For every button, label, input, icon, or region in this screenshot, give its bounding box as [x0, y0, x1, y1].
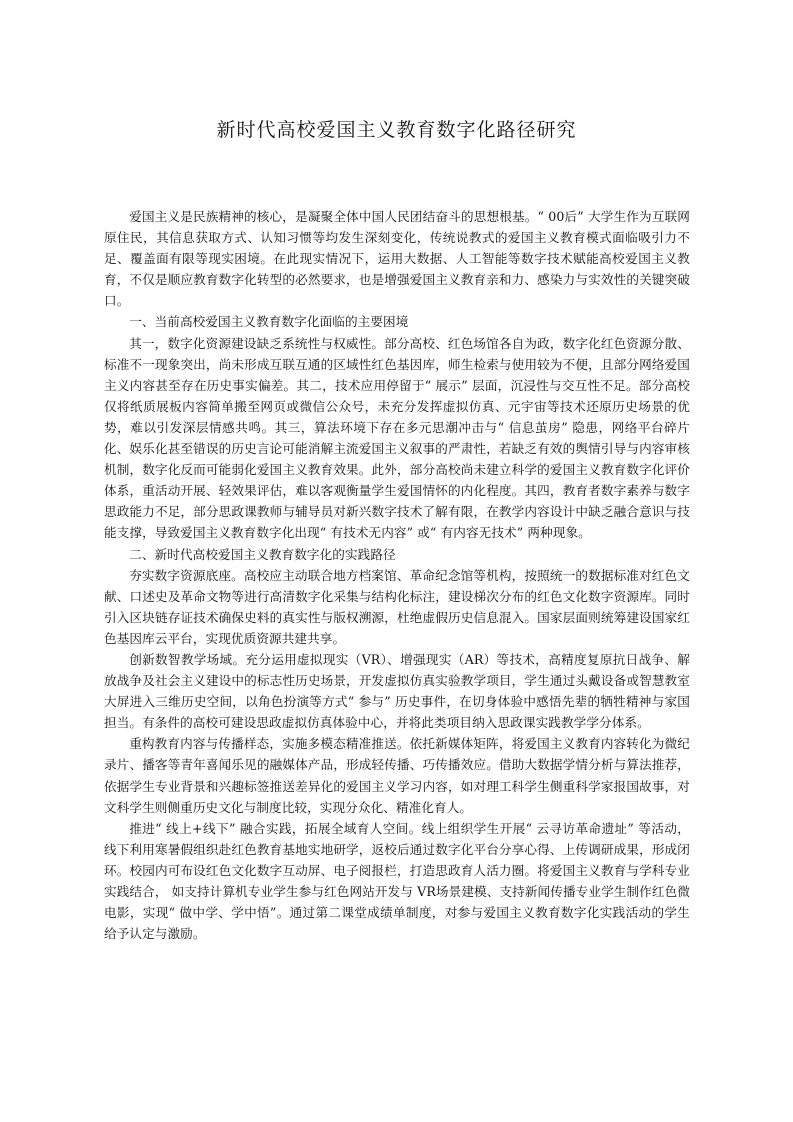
- paragraph-content-dissemination: 重构教育内容与传播样态，实施多模态精准推送。依托新媒体矩阵，将爱国主义教育内容转化为微纪录片、播客等青年喜闻乐见的融媒体产品，形成轻传播、巧传播效应。借助大数据学情分析与算法推荐，依据学生专业背景和兴趣标签推送差异化的爱国主义学习内容，如对理工科学生侧重科学家报国故事，对文科学生则侧重历史文化与制度比较，实现分众化、精准化育人。: [104, 736, 690, 815]
- section-heading-1: 一、当前高校爱国主义教育数字化面临的主要困境: [129, 314, 409, 330]
- paragraph-intro: 爱国主义是民族精神的核心，是凝聚全体中国人民团结奋斗的思想根基。“ 00后” 大学生作为互联网原住民，其信息获取方式、认知习惯等均发生深刻变化，传统说教式的爱国主义教育模式面临吸引力不足、覆盖面有限等现实困境。在此现实情况下，运用大数据、人工智能等数字技术赋能高校爱国主义教育，不仅是顺应教育数字化转型的必然要求，也是增强爱国主义教育亲和力、感染力与实效性的关键突破口。: [104, 209, 690, 309]
- document-body: [104, 206, 690, 944]
- paragraph-difficulties: 其一，数字化资源建设缺乏系统性与权威性。部分高校、红色场馆各自为政，数字化红色资源分散、标准不一现象突出，尚未形成互联互通的区域性红色基因库，师生检索与使用较为不便，且部分网络爱国主义内容甚至存在历史事实偏差。其二，技术应用停留于“ 展示” 层面，沉浸性与交互性不足。部分高校仅将纸质展板内容简单搬至网页或微信公众号，未充分发挥虚拟仿真、元宇宙等技术还原历史场景的优势，难以引发深层情感共鸣。其三，算法环境下存在多元思潮冲击与“ 信息茧房” 隐患，网络平台碎片化、娱乐化甚至错误的历史言论可能消解主流爱国主义叙事的严肃性，若缺乏有效的舆情引导与内容审核机制，数字化反而可能弱化爱国主义教育效果。此外，部分高校尚未建立科学的爱国主义教育数字化评价体系，重活动开展、轻效果评估，难以客观衡量学生爱国情怀的内化程度。其四，教育者数字素养与数字思政能力不足，部分思政课教师与辅导员对新兴数字技术了解有限，在教学内容设计中缺乏融合意识与技能支撑，导致爱国主义教育数字化出现“ 有技术无内容” 或“ 有内容无技术” 两种现象。: [104, 335, 690, 541]
- paragraph-resource-base: 夯实数字资源底座。高校应主动联合地方档案馆、革命纪念馆等机构，按照统一的数据标准对红色文献、口述史及革命文物等进行高清数字化采集与结构化标注，建设梯次分布的红色文化数字资源库。同时引入区块链存证技术确保史料的真实性与版权溯源，杜绝虚假历史信息混入。国家层面则统筹建设国家红色基因库云平台，实现优质资源共建共享。: [104, 567, 690, 646]
- section-heading-2: 二、新时代高校爱国主义教育数字化的实践路径: [129, 546, 396, 562]
- paragraph-teaching-field: 创新数智教学场域。充分运用虚拟现实（VR）、增强现实（AR）等技术，高精度复原抗日战争、解放战争及社会主义建设中的标志性历史场景，开发虚拟仿真实验教学项目，学生通过头戴设备或智慧教室大屏进入三维历史空间，以角色扮演等方式“ 参与” 历史事件，在切身体验中感悟先辈的牺牲精神与家国担当。有条件的高校可建设思政虚拟仿真体验中心，并将此类项目纳入思政课实践教学学分体系。: [104, 651, 690, 731]
- paragraph-online-offline: 推进“ 线上+线下” 融合实践，拓展全域育人空间。线上组织学生开展“ 云寻访革命遗址” 等活动，线下利用寒暑假组织赴红色教育基地实地研学，返校后通过数字化平台分享心得、上传调研成果，形成闭环。校园内可布设红色文化数字互动屏、电子阅报栏，打造思政育人活力圈。将爱国主义教育与学科专业实践结合， 如支持计算机专业学生参与红色网站开发与 VR场景建模、支持新闻传播专业学生制作红色微电影，实现“ 做中学、学中悟”。通过第二课堂成绩单制度，对参与爱国主义教育数字化实践活动的学生给予认定与激励。: [104, 820, 690, 942]
- document-title: 新时代高校爱国主义教育数字化路径研究: [216, 119, 577, 141]
